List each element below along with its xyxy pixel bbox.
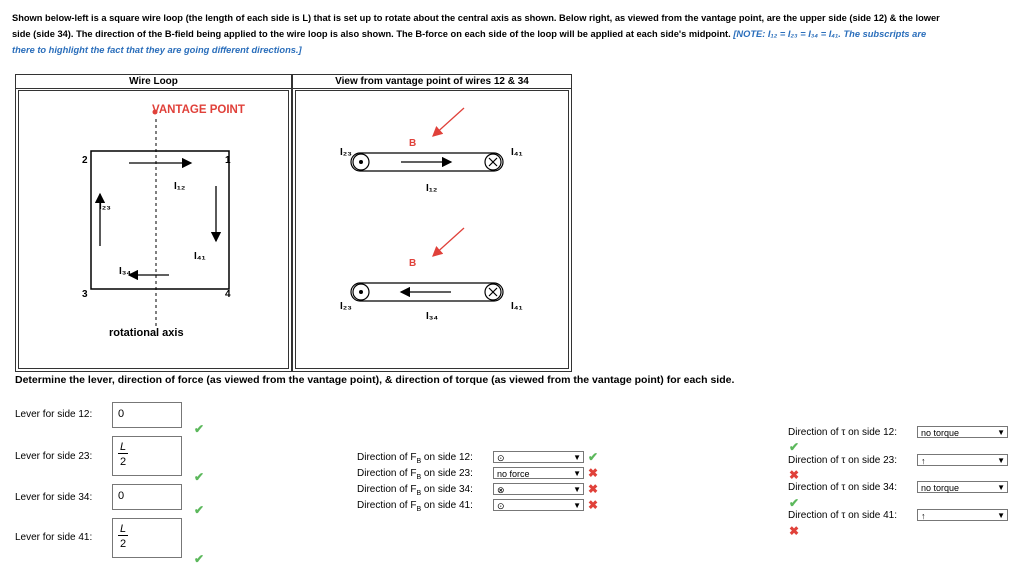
wire-loop-figure bbox=[18, 90, 289, 369]
force-label-23-text: Direction of F bbox=[357, 468, 417, 479]
dot-icon-2 bbox=[359, 290, 363, 294]
lever-label-34: Lever for side 34: bbox=[15, 492, 93, 503]
force-label-34-side: on side 34: bbox=[421, 484, 473, 495]
lever-label-12: Lever for side 12: bbox=[15, 409, 93, 420]
lever-input-12[interactable] bbox=[112, 402, 182, 428]
vantage-point-label: VANTAGE POINT bbox=[152, 104, 245, 116]
torque-select-23-value: ↑ bbox=[921, 456, 926, 466]
chevron-down-icon-5: ▼ bbox=[997, 428, 1005, 437]
top-label-i23: I₂₃ bbox=[340, 147, 352, 158]
check-icon-force-12: ✔ bbox=[588, 450, 599, 464]
b-label-bottom: B bbox=[409, 258, 417, 269]
vantage-view-figure bbox=[295, 90, 569, 369]
loop-square bbox=[91, 151, 229, 289]
lever-input-23[interactable] bbox=[112, 436, 182, 476]
force-label-23-side: on side 23: bbox=[421, 468, 473, 479]
top-label-i12: I₁₂ bbox=[426, 183, 438, 194]
cross-icon-force-34: ✖ bbox=[588, 482, 599, 496]
problem-statement bbox=[12, 10, 1012, 58]
cross-icon-torque-41: ✖ bbox=[789, 524, 800, 538]
chevron-down-icon-4: ▼ bbox=[573, 501, 581, 510]
lever-den-41: 2 bbox=[119, 538, 127, 550]
intro-line-1: Shown below-left is a square wire loop (the length of each side is L) that is set up to rotate about the central axis as shown. Below right, as viewed from the vantage point, are the upper side (side 12) & the lower bbox=[12, 13, 940, 23]
lever-label-23: Lever for side 23: bbox=[15, 451, 93, 462]
force-select-41-value: ⊙ bbox=[497, 501, 505, 511]
intro-line-2 bbox=[12, 26, 1012, 42]
corner-2: 2 bbox=[82, 155, 88, 166]
vantage-view-panel bbox=[292, 74, 572, 372]
lever-input-41[interactable] bbox=[112, 518, 182, 558]
lever-label-41: Lever for side 41: bbox=[15, 532, 93, 543]
force-label-41 bbox=[357, 500, 473, 513]
label-i34: I₃₄ bbox=[119, 266, 132, 277]
torque-label-34: Direction of τ on side 34: bbox=[788, 482, 898, 493]
cross-icon-torque-23: ✖ bbox=[789, 468, 800, 482]
chevron-down-icon-3: ▼ bbox=[573, 485, 581, 494]
label-i41: I₄₁ bbox=[194, 251, 206, 262]
force-label-23-sub: B bbox=[416, 474, 422, 481]
wire-loop-panel bbox=[15, 74, 292, 372]
bottom-label-i34: I₃₄ bbox=[426, 311, 439, 322]
label-i12: I₁₂ bbox=[174, 181, 186, 192]
torque-select-12-value: no torque bbox=[921, 428, 960, 438]
bottom-label-i41: I₄₁ bbox=[511, 301, 523, 312]
force-select-41[interactable] bbox=[493, 499, 584, 511]
corner-1: 1 bbox=[225, 155, 231, 166]
check-icon-4: ✔ bbox=[194, 552, 205, 566]
check-icon-torque-12: ✔ bbox=[789, 440, 800, 454]
vantage-view-title: View from vantage point of wires 12 & 34 bbox=[293, 75, 571, 89]
vantage-view-diagram bbox=[296, 91, 568, 368]
top-label-i41: I₄₁ bbox=[511, 147, 523, 158]
torque-select-41[interactable] bbox=[917, 509, 1008, 521]
force-select-12[interactable] bbox=[493, 451, 584, 463]
force-label-34-text: Direction of F bbox=[357, 484, 417, 495]
force-select-34[interactable] bbox=[493, 483, 584, 495]
torque-select-41-value: ↑ bbox=[921, 511, 926, 521]
force-label-34-sub: B bbox=[416, 490, 422, 497]
chevron-down-icon: ▼ bbox=[573, 453, 581, 462]
intro-note: [NOTE: I₁₂ = I₂₃ = I₃₄ = I₄₁. The subscripts are bbox=[733, 29, 927, 39]
force-select-34-value: ⊗ bbox=[497, 485, 505, 495]
force-label-12-side: on side 12: bbox=[421, 452, 473, 463]
torque-label-23: Direction of τ on side 23: bbox=[788, 455, 898, 466]
check-icon: ✔ bbox=[194, 422, 205, 436]
force-select-23[interactable] bbox=[493, 467, 584, 479]
lever-input-34[interactable] bbox=[112, 484, 182, 510]
b-field-arrow-top bbox=[433, 108, 464, 136]
force-select-23-value: no force bbox=[497, 469, 530, 479]
torque-label-12: Direction of τ on side 12: bbox=[788, 427, 898, 438]
force-label-12-sub: B bbox=[416, 458, 422, 465]
cross-icon-force-23: ✖ bbox=[588, 466, 599, 480]
bottom-label-i23: I₂₃ bbox=[340, 301, 352, 312]
check-icon-2: ✔ bbox=[194, 470, 205, 484]
force-label-12 bbox=[357, 452, 473, 465]
corner-4: 4 bbox=[225, 289, 231, 300]
label-i23: I₂₃ bbox=[99, 201, 111, 212]
torque-select-23[interactable] bbox=[917, 454, 1008, 466]
chevron-down-icon-7: ▼ bbox=[997, 483, 1005, 492]
chevron-down-icon-8: ▼ bbox=[997, 511, 1005, 520]
b-label-top: B bbox=[409, 138, 417, 149]
dot-icon bbox=[359, 160, 363, 164]
force-label-41-text: Direction of F bbox=[357, 500, 417, 511]
force-label-12-text: Direction of F bbox=[357, 452, 417, 463]
intro-line-2-text: side (side 34). The direction of the B-field being applied to the wire loop is also shown. The B-force on each side of the loop will be applied at each side's midpoint. bbox=[12, 29, 731, 39]
chevron-down-icon-6: ▼ bbox=[997, 456, 1005, 465]
torque-label-41: Direction of τ on side 41: bbox=[788, 510, 898, 521]
rotational-axis-label: rotational axis bbox=[109, 327, 184, 339]
wire-loop-title: Wire Loop bbox=[16, 75, 291, 89]
force-label-41-sub: B bbox=[416, 506, 422, 513]
torque-select-34-value: no torque bbox=[921, 483, 960, 493]
b-field-arrow-bottom bbox=[433, 228, 464, 256]
corner-3: 3 bbox=[82, 289, 88, 300]
force-select-12-value: ⊙ bbox=[497, 453, 505, 463]
check-icon-3: ✔ bbox=[194, 503, 205, 517]
intro-line-3: there to highlight the fact that they are going different directions.] bbox=[12, 45, 302, 55]
question-text: Determine the lever, direction of force (as viewed from the vantage point), & direction of torque (as viewed from the vantage point) for each side. bbox=[15, 374, 735, 386]
force-label-23 bbox=[357, 468, 473, 481]
lever-num-41: L bbox=[119, 523, 127, 535]
lever-den-23: 2 bbox=[119, 456, 127, 468]
chevron-down-icon-2: ▼ bbox=[573, 469, 581, 478]
lever-num-23: L bbox=[119, 441, 127, 453]
force-label-41-side: on side 41: bbox=[421, 500, 473, 511]
lever-value-34: 0 bbox=[118, 490, 125, 502]
check-icon-torque-34: ✔ bbox=[789, 496, 800, 510]
lever-value-12: 0 bbox=[118, 408, 125, 420]
cross-icon-force-41: ✖ bbox=[588, 498, 599, 512]
torque-select-12[interactable] bbox=[917, 426, 1008, 438]
torque-select-34[interactable] bbox=[917, 481, 1008, 493]
force-label-34 bbox=[357, 484, 473, 497]
